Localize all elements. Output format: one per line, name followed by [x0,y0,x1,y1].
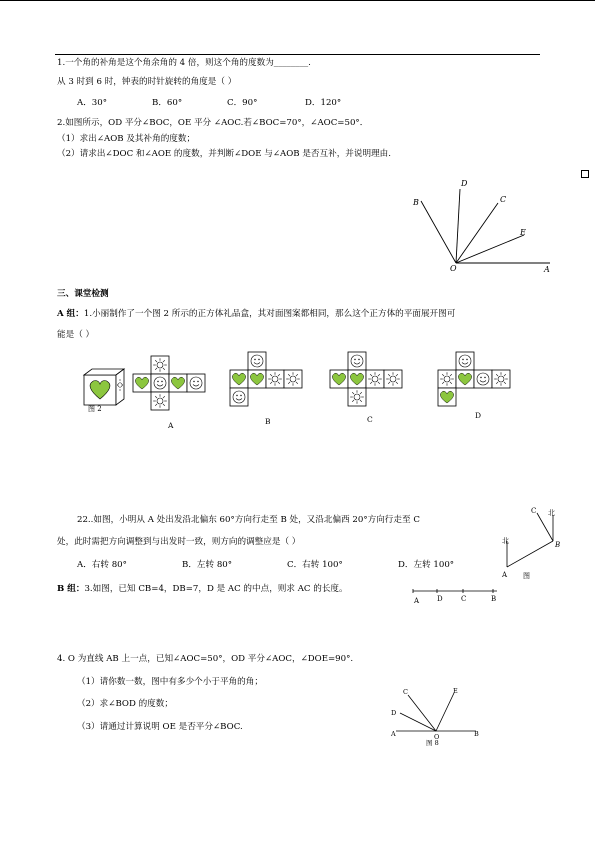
ray-ob [421,201,456,263]
path-ab [507,541,553,567]
label-e: E [453,687,458,695]
groupB-q3 [57,584,348,595]
cube-net-b [230,352,302,406]
groupA-q1-line1 [57,309,455,320]
net-label-c: C [367,415,373,424]
cube-nets [0,348,595,418]
fig2-label: 图 2 [88,405,102,413]
q2-part2: （2）请求出∠DOC 和∠AOE 的度数，并判断∠DOE 与∠AOB 是否互补，并说明理由. [57,149,391,159]
top-border [0,0,595,1]
q2-stem: 2.如图所示，OD 平分∠BOC，OE 平分 ∠AOC.若∠BOC=70°，∠AOC=50°． [57,118,369,128]
label-d: D [391,709,397,717]
q22-line2: 处，此时需把方向调整到与出发时一致，则方向的调整应是（ ） [57,537,301,547]
q1-text: 1.一个角的补角是这个角余角的 4 倍，则这个角的度数为________. [57,58,311,68]
groupA-q1-text: 1.小丽制作了一个图 2 所示的正方体礼品盒，其对面图案都相同，那么这个正方体的平面展开图可 [83,309,456,319]
q22-option-a: A．右转 80° [77,560,127,570]
q22-option-c: C．右转 100° [287,560,343,570]
q4-part1: （1）请你数一数，图中有多少个小于平角的角； [77,677,263,687]
q4-part2: （2）求∠BOD 的度数； [77,699,173,709]
label-e: E [520,228,526,237]
seg-label-c: C [461,595,467,603]
label-c: C [531,507,537,515]
figure-caption: 图 [523,572,530,580]
ray-od [400,713,436,731]
label-a: A [544,265,550,274]
ray-oe [436,693,454,731]
q1-clock-question: 从 3 时到 6 时，钟表的时针旋转的角度是（ ） [57,77,237,87]
q4-stem: 4. O 为直线 AB 上一点，已知∠AOC=50°，OD 平分∠AOC，∠DOE=90°. [57,654,354,664]
groupB-label: B 组： [57,584,85,594]
q4-figure [388,685,488,749]
header-rule [55,54,540,55]
cube-net-a [133,356,205,410]
q1-option-d: D．120° [305,98,342,108]
label-a: A [391,730,396,738]
net-label-d: D [475,411,482,420]
q22-option-b: B．左转 80° [182,560,233,570]
path-bc [537,513,553,541]
label-b: B [474,730,479,738]
groupB-q3-text: 3.如图，已知 CB=4，DB=7，D 是 AC 的中点，则求 AC 的长度。 [84,584,348,594]
cube-net-d [438,352,510,406]
label-north-b: 北 [548,509,555,517]
q2-angle-figure [410,175,560,275]
q1-option-b: B．60° [152,98,183,108]
label-o: O [450,264,457,273]
q2-part1: （1）求出∠AOB 及其补角的度数； [57,134,196,144]
seg-label-d: D [437,595,443,603]
net-label-b: B [265,417,271,426]
q4-part3: （3）请通过计算说明 OE 是否平分∠BOC. [77,722,243,732]
label-a: A [502,571,508,579]
label-b: B [413,198,419,207]
label-d: D [461,179,468,188]
q22-option-d: D．左转 100° [398,560,455,570]
q22-line1: 22..如图，小明从 A 处出发沿北偏东 60°方向行走至 B 处，又沿北偏西 20°方向行走至 C [77,515,420,525]
direction-figure [495,503,565,583]
label-north-a: 北 [502,537,509,545]
q1-option-a: A．30° [77,98,108,108]
groupA-q1-line2: 能是（ ） [57,330,95,340]
ray-oc [408,695,436,731]
net-label-a: A [168,421,174,430]
seg-label-b: B [491,595,497,603]
groupA-label: A 组： [57,309,84,319]
edge-mark [581,170,589,178]
cube-net-c [330,352,402,406]
label-c: C [403,688,408,696]
section-title: 三、课堂检测 [57,289,109,299]
q1-option-c: C．90° [227,98,258,108]
segment-figure [405,585,515,607]
figure-caption: 图 8 [426,739,439,747]
seg-label-a: A [414,597,420,605]
label-o: O [434,733,440,741]
ray-od [456,189,460,263]
label-c: C [500,195,507,204]
label-b: B [555,541,561,549]
